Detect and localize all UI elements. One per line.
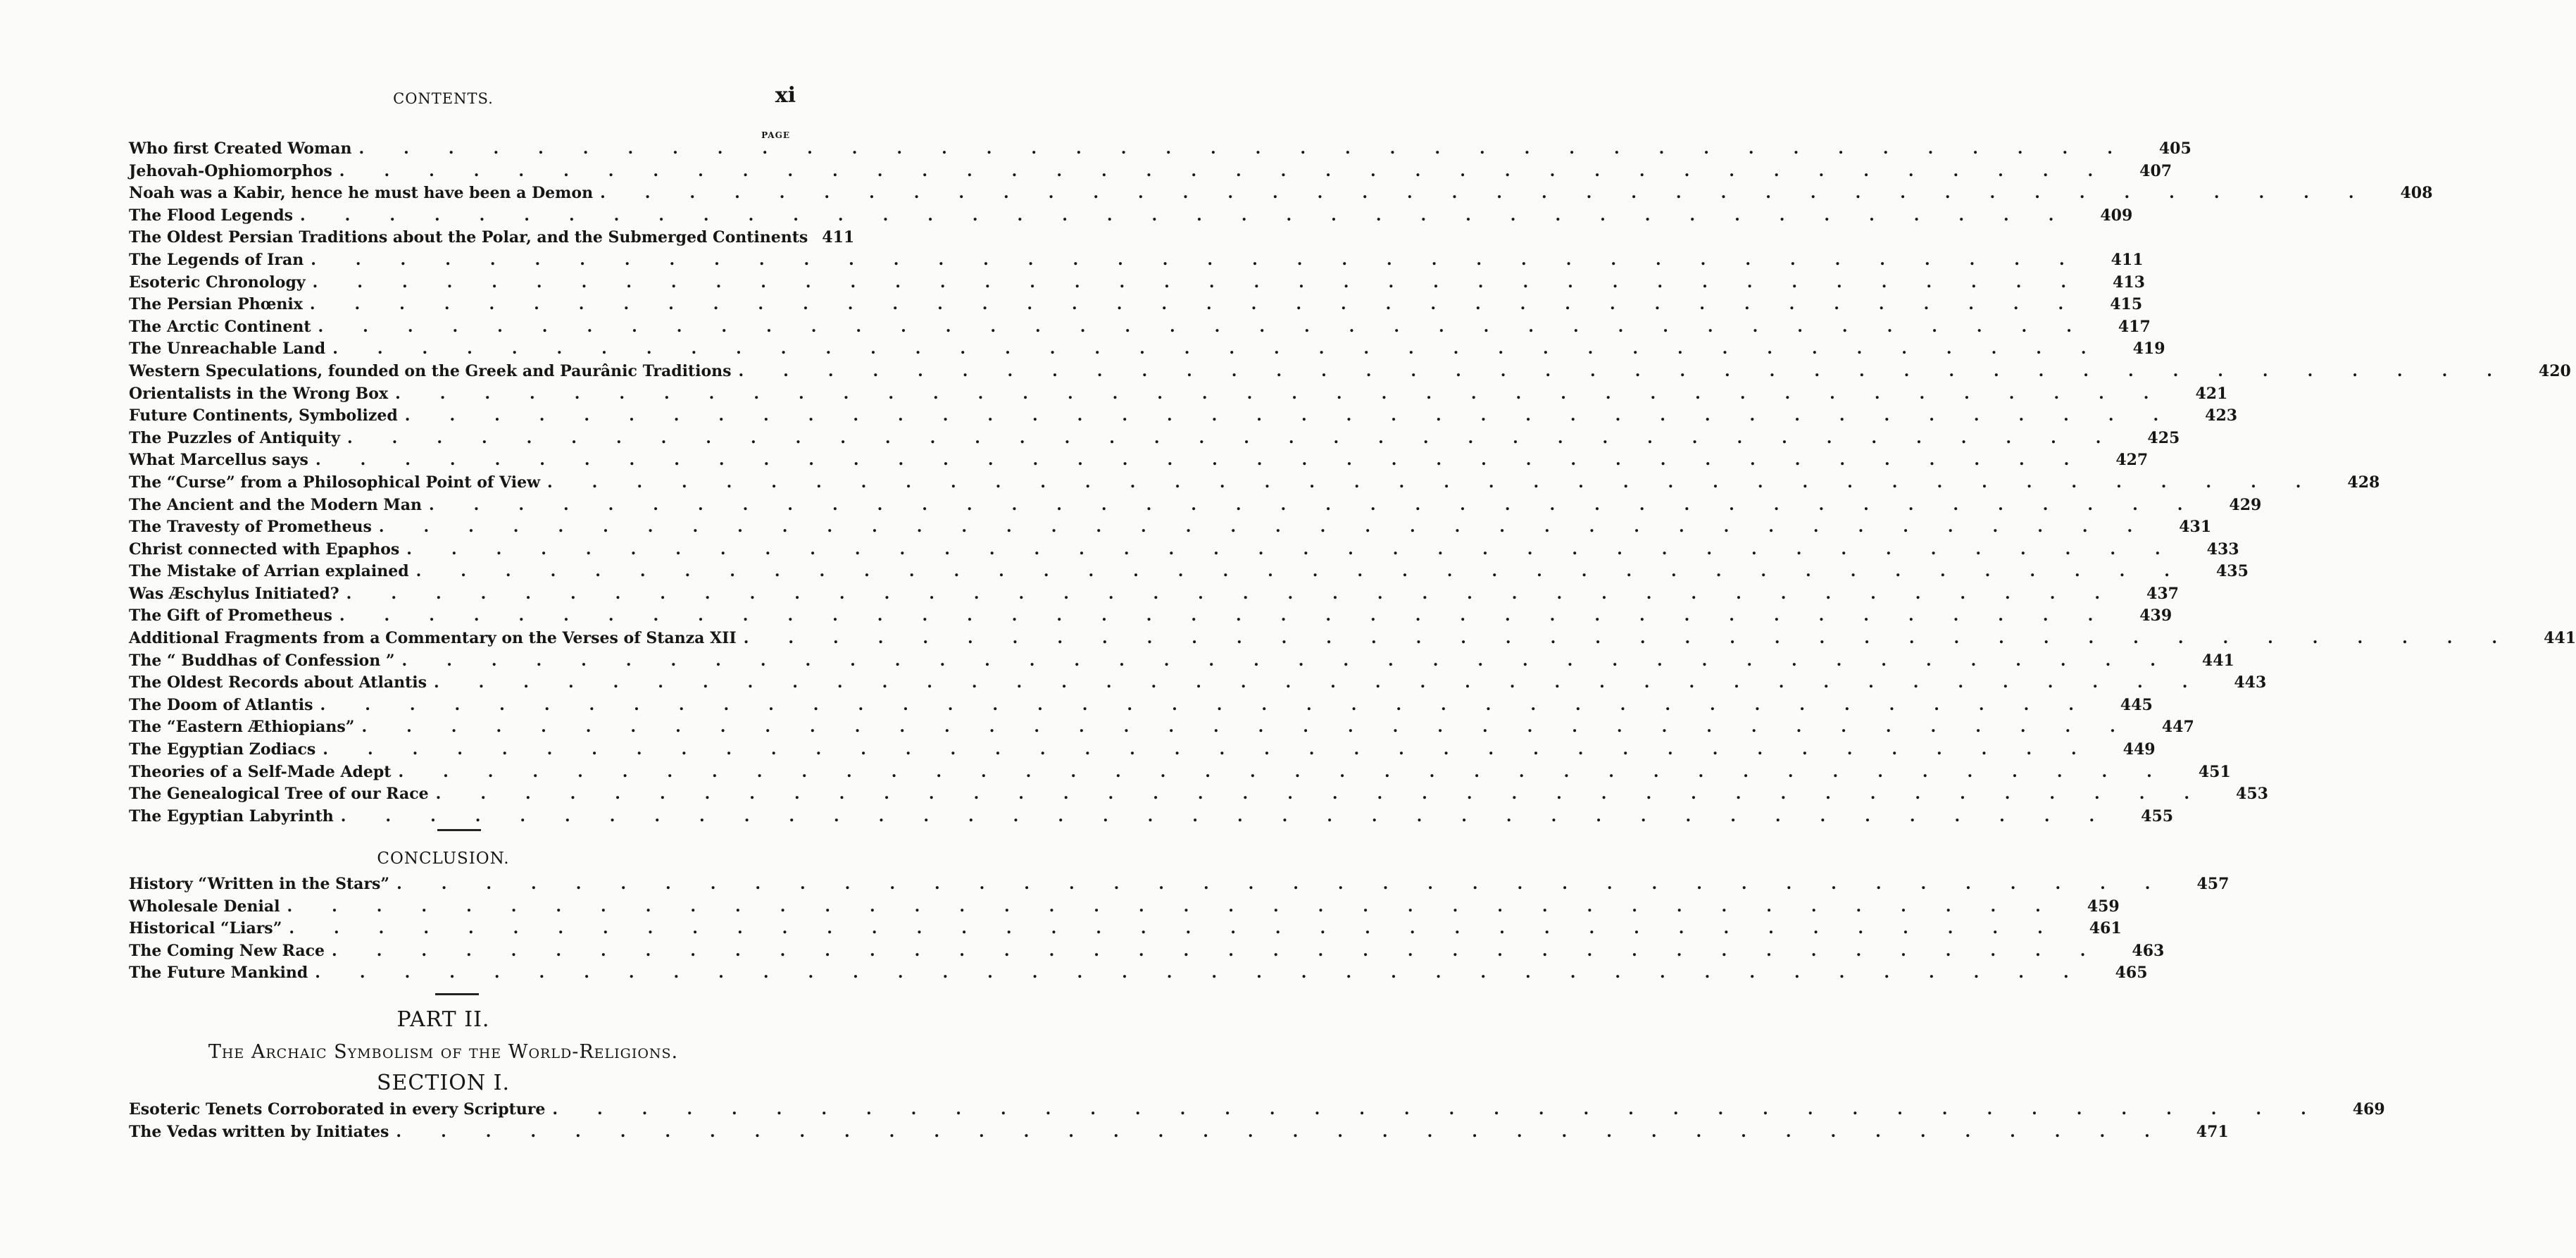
toc-entry-title: The Mistake of Arrian explained — [129, 562, 409, 581]
toc-entry-page: 413 — [2113, 273, 2145, 292]
toc-entry-page: 419 — [2132, 340, 2165, 359]
toc-entry-page: 443 — [2234, 673, 2267, 692]
toc-entry-page: 447 — [2161, 718, 2194, 737]
toc-entry-title: History “Written in the Stars” — [129, 875, 390, 893]
toc-entry-page: 451 — [2198, 762, 2231, 781]
dot-leader: ........................................ — [300, 206, 2094, 225]
toc-entry — [129, 161, 2172, 183]
conclusion-heading: CONCLUSION. — [377, 849, 510, 868]
dot-leader: ........................................ — [396, 1122, 2189, 1141]
toc-entry — [129, 539, 2239, 561]
toc-entry-page: 427 — [2115, 451, 2149, 470]
toc-entry-title: Historical “Liars” — [129, 919, 282, 938]
toc-entry — [129, 1121, 2229, 1144]
toc-entry — [129, 873, 2230, 896]
toc-entry — [129, 605, 2172, 628]
dot-leader: ........................................ — [404, 406, 2199, 425]
toc-entry — [129, 249, 2144, 272]
dot-leader: ........................................ — [332, 340, 2126, 359]
toc-entry — [129, 361, 2571, 383]
dot-leader: ........................................ — [415, 562, 2209, 581]
toc-entry-page: 439 — [2139, 606, 2172, 625]
toc-entry-title: Jehovah-Ophiomorphos — [129, 161, 332, 180]
toc-entry-page: 457 — [2196, 875, 2230, 893]
dot-leader: ........................................ — [347, 428, 2141, 447]
toc-entry-title: The Coming New Race — [129, 941, 325, 960]
dot-leader: ........................................ — [547, 473, 2341, 492]
dot-leader: ........................................ — [406, 540, 2200, 559]
toc-entry-title: Esoteric Chronology — [129, 273, 306, 292]
toc-entry — [129, 940, 2165, 963]
toc-entry-page: 453 — [2236, 785, 2268, 804]
page-column-label: PAGE — [761, 130, 790, 140]
toc-entry-title: The Travesty of Prometheus — [129, 518, 372, 537]
toc-entry — [129, 316, 2151, 339]
dot-leader: ........................................ — [315, 964, 2108, 983]
dot-leader: ........................................ — [339, 161, 2133, 180]
dot-leader: ........................................ — [358, 139, 2152, 158]
toc-entry-title: The “Eastern Æthiopians” — [129, 718, 355, 737]
toc-entry — [129, 716, 2194, 739]
dot-leader: ........................................ — [332, 941, 2125, 960]
toc-entry-title: The Legends of Iran — [129, 250, 304, 269]
toc-entry-title: Future Continents, Symbolized — [129, 406, 398, 425]
toc-entry-title: The Gift of Prometheus — [129, 606, 332, 625]
dot-leader: ........................................ — [346, 584, 2140, 603]
toc-entry-page: 459 — [2087, 897, 2120, 916]
toc-entry-page: 405 — [2158, 139, 2192, 158]
toc-entry-title: The Future Mankind — [129, 964, 308, 983]
toc-entry-title: The Oldest Persian Traditions about the Polar, and the Submerged Continents — [129, 228, 808, 247]
dot-leader: ........................................ — [287, 897, 2080, 916]
toc-entry-page: 428 — [2347, 473, 2380, 492]
toc-entry-title: Wholesale Denial — [129, 897, 280, 916]
toc-entry-title: The “ Buddhas of Confession ” — [129, 651, 395, 670]
dot-leader: ........................................ — [433, 673, 2227, 692]
toc-entry-title: Who first Created Woman — [129, 139, 352, 158]
toc-entry-page: 409 — [2100, 206, 2133, 225]
dot-leader: ........................................ — [309, 295, 2103, 314]
dot-leader: ........................................ — [289, 919, 2082, 938]
toc-entry-page: 429 — [2229, 495, 2262, 514]
toc-entry-page: 421 — [2195, 384, 2228, 403]
toc-entry — [129, 695, 2153, 717]
toc-entry-title: The Doom of Atlantis — [129, 695, 313, 714]
toc-entry-title: The Flood Legends — [129, 206, 293, 225]
toc-entry — [129, 182, 2433, 205]
toc-entry-title: Western Speculations, founded on the Greek and Paurânic Traditions — [129, 361, 732, 380]
toc-entry-title: The Puzzles of Antiquity — [129, 428, 341, 447]
dot-leader: ........................................ — [318, 317, 2111, 336]
part-heading: PART II. — [396, 1007, 490, 1032]
toc-entry-title: What Marcellus says — [129, 451, 308, 470]
toc-entry-page: 455 — [2141, 807, 2174, 826]
toc-entry-page: 423 — [2205, 406, 2238, 425]
toc-entry-title: Esoteric Tenets Corroborated in every Scripture — [129, 1100, 546, 1119]
toc-entry — [129, 783, 2268, 806]
toc-entry-title: Theories of a Self-Made Adept — [129, 762, 392, 781]
toc-entry-title: The Egyptian Labyrinth — [129, 807, 334, 826]
dot-leader: ........................................ — [340, 807, 2134, 826]
toc-entry — [129, 962, 2148, 985]
toc-entry — [129, 628, 2576, 650]
toc-entry-page: 449 — [2122, 740, 2156, 759]
toc-entry — [129, 650, 2234, 673]
toc-entry — [129, 896, 2120, 918]
dot-leader: ........................................ — [600, 184, 2394, 203]
toc-entry-page: 411 — [822, 228, 855, 247]
dot-leader: ........................................ — [361, 718, 2155, 737]
toc-entry-page: 417 — [2118, 317, 2151, 336]
toc-entry — [129, 918, 2122, 940]
toc-entry-page: 415 — [2110, 295, 2143, 314]
dot-leader: ........................................ — [738, 361, 2532, 380]
dot-leader: ........................................ — [552, 1100, 2346, 1119]
toc-entry — [129, 449, 2149, 472]
toc-entry-page: 425 — [2147, 428, 2180, 447]
dot-leader: ........................................ — [401, 651, 2195, 670]
toc-entry — [129, 205, 2133, 228]
running-head: CONTENTS. — [393, 90, 494, 107]
toc-entry-page: 441 — [2544, 629, 2576, 648]
toc-conclusion-list — [129, 873, 2230, 985]
toc-entry-page: 408 — [2400, 184, 2433, 203]
toc-entry-page: 411 — [2111, 250, 2144, 269]
toc-entry — [129, 338, 2165, 361]
section-heading: SECTION I. — [376, 1071, 511, 1095]
toc-entry-page: 437 — [2146, 584, 2179, 603]
dot-leader: ........................................ — [320, 695, 2113, 714]
toc-main-list — [129, 138, 2576, 828]
toc-entry — [129, 472, 2380, 494]
toc-entry-title: Noah was a Kabir, hence he must have been a Demon — [129, 184, 594, 203]
toc-entry-page: 431 — [2179, 518, 2212, 537]
toc-entry — [129, 1099, 2385, 1121]
toc-entry — [129, 583, 2179, 606]
toc-entry — [129, 428, 2180, 450]
dot-leader: ........................................ — [398, 762, 2192, 781]
page-folio: xi — [775, 83, 796, 108]
toc-entry-title: Was Æschylus Initiated? — [129, 584, 339, 603]
toc-entry — [129, 806, 2174, 828]
toc-entry-page: 463 — [2132, 941, 2165, 960]
part-divider-rule — [435, 993, 479, 995]
toc-entry-page: 407 — [2139, 161, 2172, 180]
toc-entry — [129, 672, 2267, 695]
toc-entry — [129, 294, 2143, 316]
toc-entry-page: 435 — [2215, 562, 2249, 581]
toc-entry — [129, 138, 2192, 161]
toc-entry-title: The Persian Phœnix — [129, 295, 303, 314]
toc-entry-page: 469 — [2352, 1100, 2385, 1119]
toc-entry — [129, 761, 2231, 784]
toc-entry-title: The Oldest Records about Atlantis — [129, 673, 427, 692]
toc-entry-title: The Arctic Continent — [129, 317, 311, 336]
toc-entry-title: Orientalists in the Wrong Box — [129, 384, 389, 403]
toc-entry-page: 445 — [2120, 695, 2153, 714]
toc-entry-title: The Unreachable Land — [129, 340, 326, 359]
toc-entry-page: 420 — [2538, 361, 2571, 380]
toc-entry — [129, 561, 2249, 583]
toc-entry-title: The Ancient and the Modern Man — [129, 495, 423, 514]
dot-leader: ........................................ — [312, 273, 2106, 292]
toc-entry — [129, 405, 2238, 428]
toc-entry-title: Christ connected with Epaphos — [129, 540, 400, 559]
dot-leader: ........................................ — [378, 518, 2172, 537]
dot-leader: ........................................ — [435, 785, 2230, 804]
dot-leader: ........................................ — [311, 250, 2104, 269]
toc-entry — [129, 494, 2262, 517]
toc-entry — [129, 383, 2228, 406]
toc-entry-title: Additional Fragments from a Commentary on the Verses of Stanza XII — [129, 629, 737, 648]
toc-entry-title: The Vedas written by Initiates — [129, 1122, 389, 1141]
dot-leader: ........................................ — [743, 629, 2537, 648]
toc-entry-title: The “Curse” from a Philosophical Point of View — [129, 473, 541, 492]
part-subheading: The Archaic Symbolism of the World-Religions. — [208, 1041, 679, 1063]
toc-entry-page: 433 — [2206, 540, 2239, 559]
toc-entry — [129, 227, 855, 249]
toc-entry-page: 441 — [2201, 651, 2234, 670]
dot-leader: ........................................ — [396, 875, 2190, 893]
toc-entry — [129, 272, 2145, 294]
toc-entry-title: The Egyptian Zodiacs — [129, 740, 316, 759]
toc-section-list — [129, 1099, 2385, 1143]
toc-entry — [129, 516, 2212, 539]
toc-entry-page: 461 — [2089, 919, 2122, 938]
dot-leader: ........................................ — [395, 384, 2189, 403]
dot-leader: ........................................ — [339, 606, 2133, 625]
dot-leader: ........................................ — [429, 495, 2222, 514]
toc-entry-title: The Genealogical Tree of our Race — [129, 785, 429, 804]
dot-leader: ........................................ — [315, 451, 2109, 470]
section-divider-rule — [437, 829, 481, 831]
toc-entry-page: 465 — [2115, 964, 2148, 983]
dot-leader: ........................................ — [323, 740, 2116, 759]
toc-entry-page: 471 — [2196, 1122, 2229, 1141]
toc-entry — [129, 739, 2156, 761]
